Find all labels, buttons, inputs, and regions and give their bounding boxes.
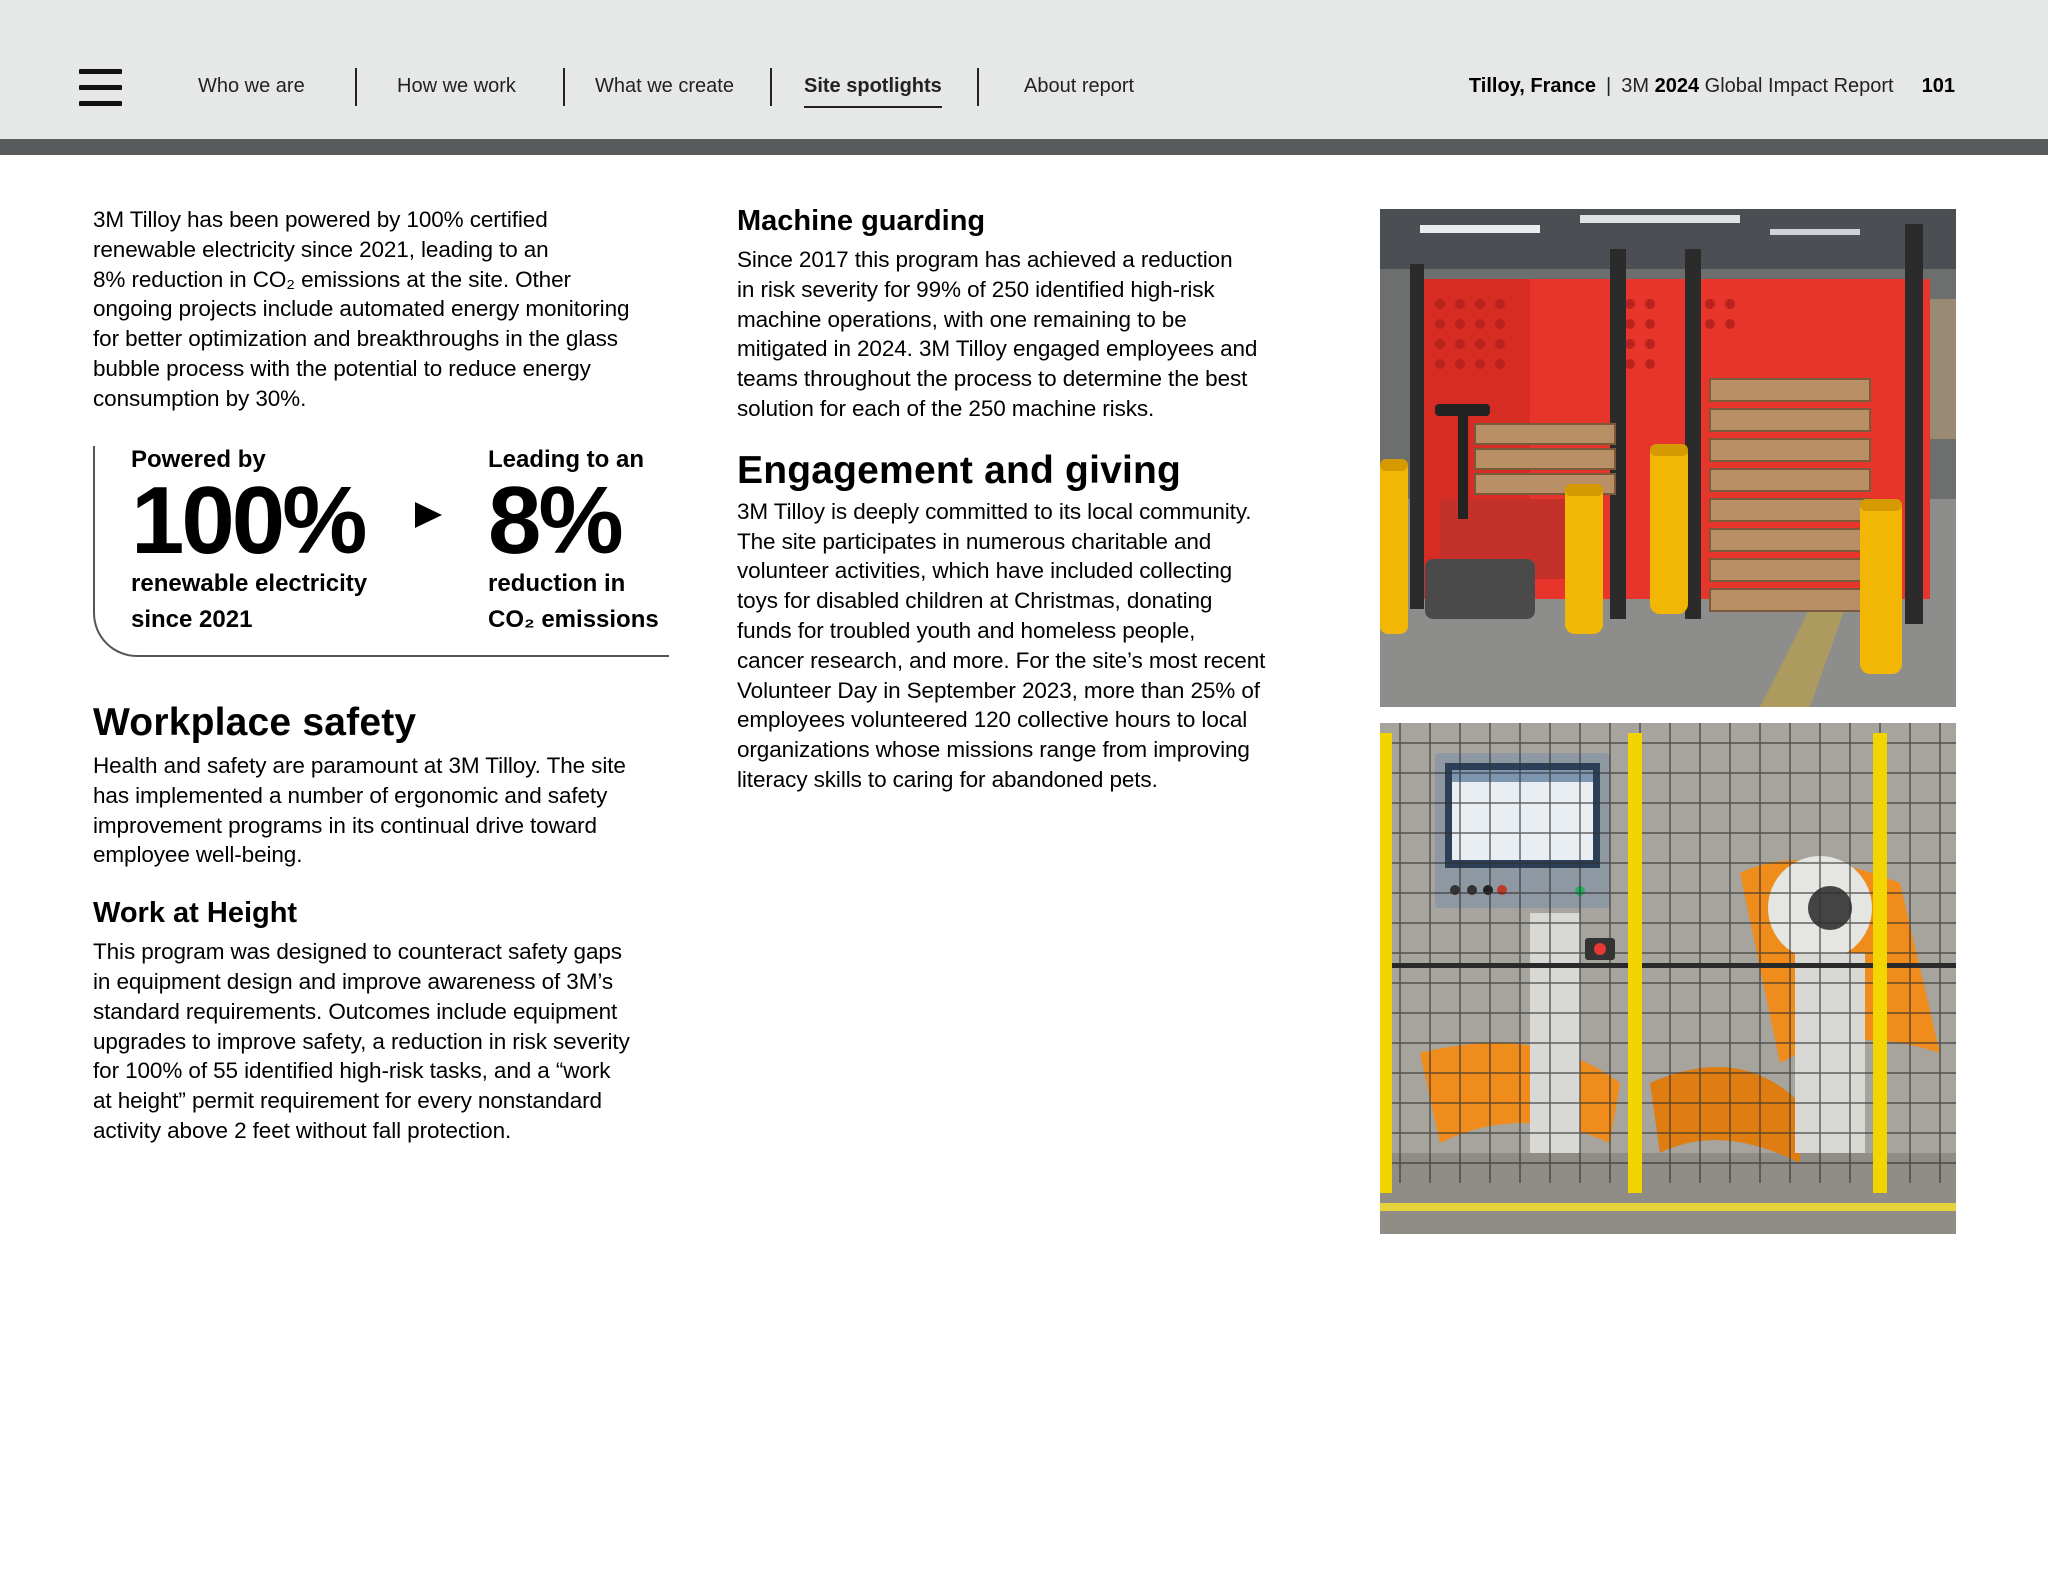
nav-how-we-work[interactable]: How we work <box>397 75 516 97</box>
machine-guarding-section <box>737 202 1307 795</box>
text-line: Volunteer Day in September 2023, more than 25% of <box>737 677 1260 703</box>
stat-emissions <box>488 446 659 638</box>
section-heading: Workplace safety <box>93 701 417 744</box>
report-title <box>1469 68 1955 106</box>
section-paragraph <box>737 245 1307 424</box>
text-line: ongoing projects include automated energy monitoring <box>93 296 630 322</box>
stat-lead: Leading to an <box>488 446 644 473</box>
report-year: 2024 <box>1654 75 1700 97</box>
text-line: employee well-being. <box>93 842 303 868</box>
report-prefix: 3M <box>1621 75 1650 97</box>
nav-what-we-create[interactable]: What we create <box>595 75 734 97</box>
text-line: The site participates in numerous charitable and <box>737 528 1212 554</box>
text-line: renewable electricity <box>131 570 368 597</box>
section-paragraph <box>737 497 1307 795</box>
subsection-heading: Machine guarding <box>737 205 986 237</box>
text-line: 8% reduction in CO₂ emissions at the site. Other <box>93 266 571 292</box>
text-line: literacy skills to caring for abandoned pets. <box>737 766 1158 792</box>
text-line: reduction in <box>488 570 626 597</box>
text-line: in equipment design and improve awareness of 3M’s <box>93 968 613 994</box>
text-line: machine operations, with one remaining to be <box>737 306 1187 332</box>
top-navigation-bar <box>0 0 2048 139</box>
nav-divider <box>355 68 357 106</box>
section-heading: Engagement and giving <box>737 448 1182 492</box>
nav-divider <box>563 68 565 106</box>
text-line: upgrades to improve safety, a reduction in risk severity <box>93 1028 630 1054</box>
text-line: Since 2017 this program has achieved a reduction <box>737 247 1233 272</box>
text-line: has implemented a number of ergonomic and safety <box>93 782 608 808</box>
subsection-heading: Work at Height <box>93 897 298 930</box>
text-line: 3M Tilloy has been powered by 100% certified <box>93 207 548 232</box>
machine-guarding-photo <box>1380 209 1956 707</box>
text-line: improvement programs in its continual drive toward <box>93 812 597 838</box>
text-line: renewable electricity since 2021, leading to an <box>93 236 549 262</box>
header-divider-bar <box>0 139 2048 155</box>
text-line: teams throughout the process to determine the best <box>737 366 1248 392</box>
report-name: Global Impact Report <box>1704 75 1894 97</box>
text-line: CO₂ emissions <box>488 606 659 633</box>
nav-who-we-are[interactable]: Who we are <box>198 75 305 97</box>
stat-renewable <box>131 446 367 638</box>
workplace-safety-section <box>93 700 693 1146</box>
text-line: This program was designed to counteract safety gaps <box>93 939 622 965</box>
text-line: cancer research, and more. For the site’s most recent <box>737 647 1266 673</box>
stats-callout <box>93 446 669 657</box>
intro-paragraph <box>93 205 673 414</box>
text-line: funds for troubled youth and homeless people, <box>737 617 1196 643</box>
text-line: standard requirements. Outcomes include equipment <box>93 998 618 1024</box>
text-line: consumption by 30%. <box>93 385 307 411</box>
text-line: organizations whose missions range from improving <box>737 737 1250 763</box>
text-line: bubble process with the potential to reduce energy <box>93 355 591 381</box>
text-line: since 2021 <box>131 606 253 633</box>
site-location: Tilloy, France <box>1468 75 1597 97</box>
text-line: solution for each of the 250 machine risks. <box>737 395 1155 421</box>
stat-lead: Powered by <box>131 446 266 473</box>
text-line: for better optimization and breakthroughs in the glass <box>93 326 618 352</box>
text-line: at height” permit requirement for every nonstandard <box>93 1088 602 1114</box>
machine-guard-illustration <box>1380 209 1956 707</box>
text-line: activity above 2 feet without fall protection. <box>93 1117 512 1143</box>
text-line: employees volunteered 120 collective hours to local <box>737 707 1248 733</box>
text-line: toys for disabled children at Christmas, donating <box>737 588 1213 614</box>
nav-divider <box>770 68 772 106</box>
text-line: in risk severity for 99% of 250 identified high-risk <box>737 276 1215 302</box>
hamburger-menu-icon[interactable] <box>79 69 122 107</box>
machine-cage-illustration <box>1380 723 1956 1234</box>
play-arrow-icon <box>415 502 442 528</box>
section-paragraph <box>93 937 693 1146</box>
text-line: volunteer activities, which have included collecting <box>737 558 1233 584</box>
page-number: 101 <box>1921 75 1955 97</box>
text-line: mitigated in 2024. 3M Tilloy engaged employees and <box>737 336 1258 362</box>
section-paragraph <box>93 751 693 870</box>
stat-caption <box>131 566 367 638</box>
text-line: 3M Tilloy is deeply committed to its local community. <box>737 498 1252 524</box>
text-line: Health and safety are paramount at 3M Tilloy. The site <box>93 753 626 778</box>
nav-about-report[interactable]: About report <box>1024 75 1135 97</box>
title-separator: | <box>1606 75 1612 97</box>
intro-section <box>93 205 673 414</box>
stat-value: 100% <box>131 467 365 574</box>
stat-caption <box>488 566 659 638</box>
machine-cage-photo <box>1380 723 1956 1234</box>
nav-divider <box>977 68 979 106</box>
text-line: for 100% of 55 identified high-risk tasks, and a “work <box>93 1058 611 1084</box>
stat-value: 8% <box>488 467 621 574</box>
nav-site-spotlights[interactable]: Site spotlights <box>804 68 942 106</box>
